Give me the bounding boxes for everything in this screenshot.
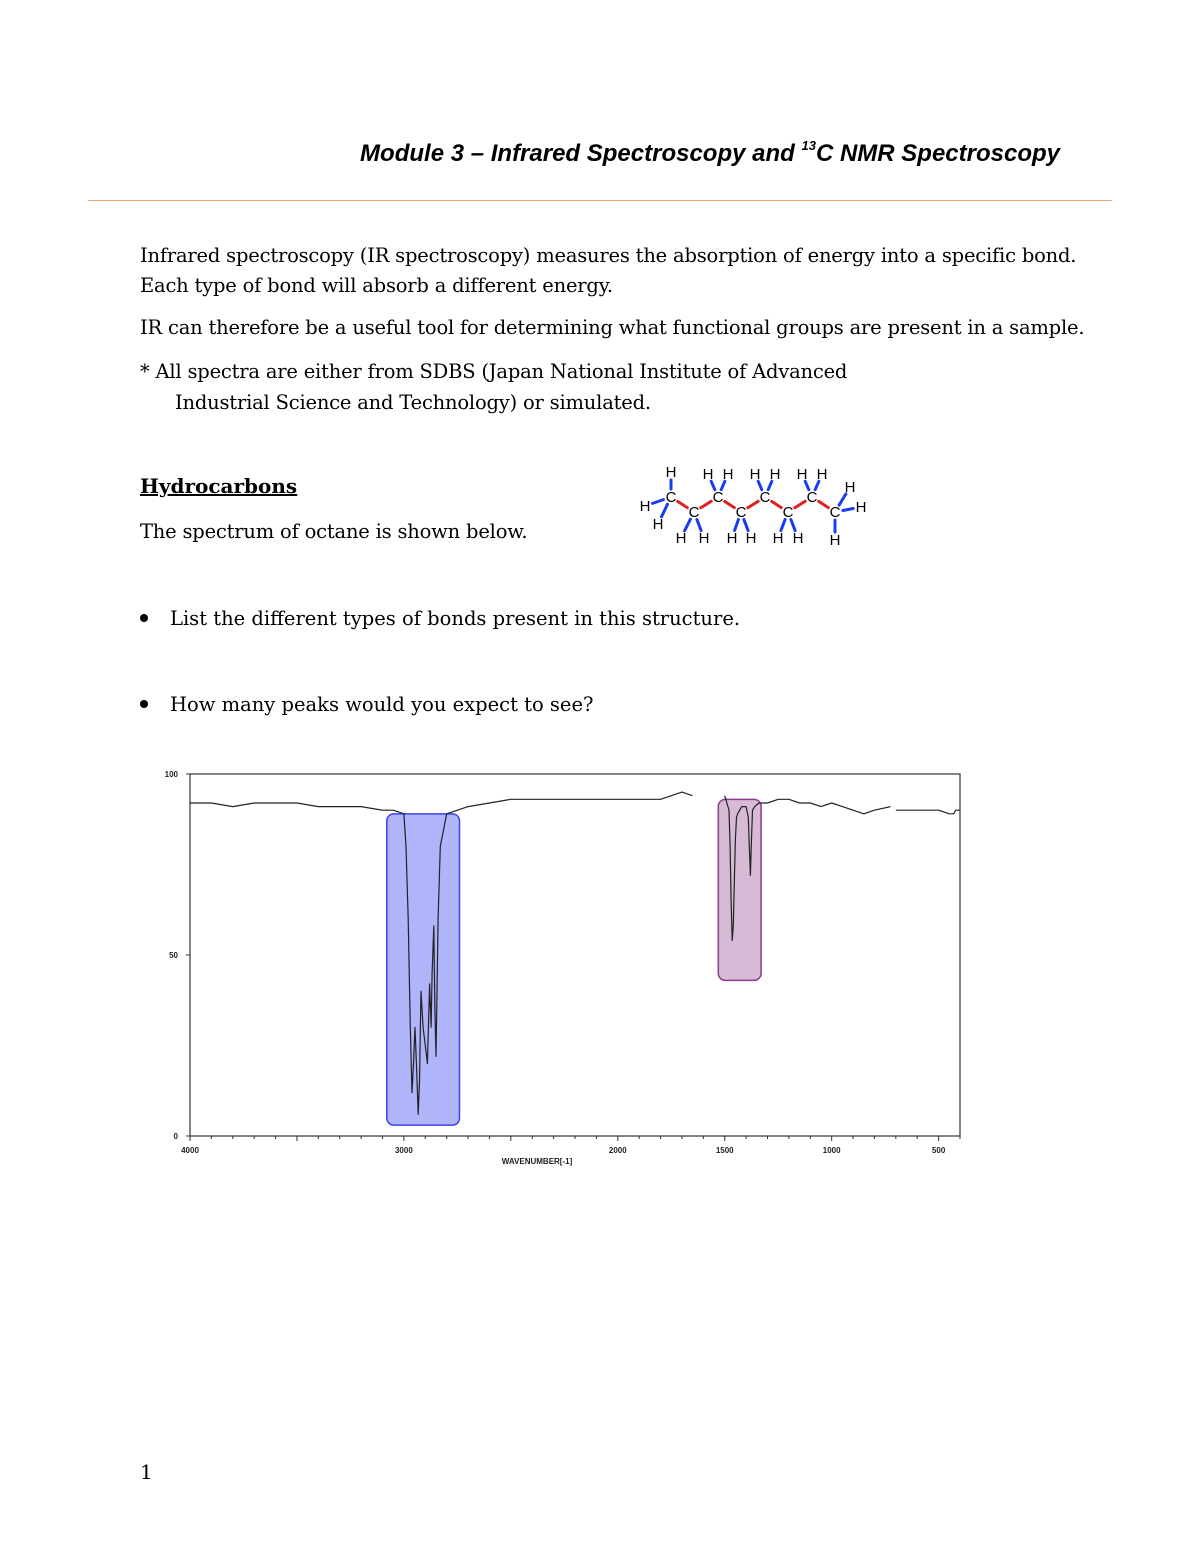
- y-tick-label: 100: [164, 770, 178, 779]
- cc-bond: [725, 501, 735, 507]
- carbon-atom-label: C: [712, 489, 724, 506]
- carbon-atom-label: C: [688, 504, 700, 521]
- ch-bond: [843, 509, 853, 511]
- hydrogen-atom-label: H: [698, 530, 710, 547]
- carbon-atom-label: C: [806, 489, 818, 506]
- intro-line-5: Industrial Science and Technology) or simulated.: [175, 391, 651, 414]
- cc-bond: [678, 501, 688, 507]
- cc-bond: [748, 501, 758, 508]
- intro-line-1: Infrared spectroscopy (IR spectroscopy) measures the absorption of energy into a specific bond.: [140, 244, 1077, 267]
- ch-bond: [781, 519, 785, 530]
- section-text: The spectrum of octane is shown below.: [140, 520, 528, 543]
- hydrogen-atom-label: H: [829, 532, 841, 549]
- cc-bond: [819, 501, 829, 507]
- bullet-dot: [140, 614, 148, 622]
- bullet-item-1: List the different types of bonds present in this structure.: [140, 607, 740, 630]
- hydrogen-atom-label: H: [665, 464, 677, 481]
- cc-bond: [772, 501, 782, 507]
- intro-line-2: Each type of bond will absorb a different energy.: [140, 274, 613, 297]
- bullet-item-2: How many peaks would you expect to see?: [140, 693, 593, 716]
- hydrogen-atom-label: H: [769, 466, 781, 483]
- hydrogen-atom-label: H: [652, 516, 664, 533]
- y-tick-label: 50: [169, 951, 178, 960]
- x-tick-label: 1000: [822, 1146, 841, 1155]
- ch-bond: [697, 519, 701, 530]
- page-number: 1: [140, 1460, 153, 1484]
- y-tick-label: 0: [173, 1132, 178, 1141]
- hydrogen-atom-label: H: [722, 466, 734, 483]
- section-heading: Hydrocarbons: [140, 474, 298, 498]
- x-tick-label: 2000: [608, 1146, 627, 1155]
- ch-bond: [735, 520, 739, 531]
- hydrogen-atom-label: H: [796, 466, 808, 483]
- spectrum-trace: [896, 810, 960, 814]
- ch-bond: [791, 519, 795, 530]
- ch-bond: [744, 519, 748, 530]
- x-axis-label: WAVENUMBER[-1]: [501, 1157, 573, 1166]
- x-tick-label: 4000: [181, 1146, 199, 1155]
- x-tick-label: 3000: [394, 1146, 413, 1155]
- bullet-dot: [140, 700, 148, 708]
- plot-frame: [190, 774, 960, 1136]
- hydrogen-atom-label: H: [702, 466, 714, 483]
- hydrogen-atom-label: H: [749, 466, 761, 483]
- hydrogen-atom-label: H: [792, 530, 804, 547]
- carbon-atom-label: C: [829, 504, 841, 521]
- carbon-atom-label: C: [759, 489, 771, 506]
- cc-bond: [795, 501, 805, 508]
- carbon-atom-label: C: [665, 489, 677, 506]
- hydrogen-atom-label: H: [745, 530, 757, 547]
- intro-line-3: IR can therefore be a useful tool for determining what functional groups are present in a sample.: [140, 316, 1085, 339]
- octane-structure: [628, 462, 878, 554]
- ir-spectrum-chart: [150, 762, 980, 1182]
- page-title: Module 3 – Infrared Spectroscopy and $^{13}$C NMR Spectroscopy: [360, 138, 1060, 167]
- hydrogen-atom-label: H: [772, 530, 784, 547]
- hydrogen-atom-label: H: [855, 499, 867, 516]
- hydrogen-atom-label: H: [639, 498, 651, 515]
- x-tick-label: 1500: [715, 1146, 734, 1155]
- peak-highlight-box: [387, 814, 460, 1125]
- ch-bond: [661, 504, 667, 517]
- carbon-atom-label: C: [782, 504, 794, 521]
- ch-bond: [653, 500, 664, 504]
- hydrogen-atom-label: H: [726, 530, 738, 547]
- intro-line-4: * All spectra are either from SDBS (Japan National Institute of Advanced: [140, 360, 848, 383]
- cc-bond: [701, 501, 711, 508]
- hydrogen-atom-label: H: [816, 466, 828, 483]
- hydrogen-atom-label: H: [844, 479, 856, 496]
- peak-highlight-box: [718, 799, 761, 980]
- hydrogen-atom-label: H: [675, 530, 687, 547]
- carbon-atom-label: C: [735, 504, 747, 521]
- header-rule: [88, 200, 1112, 201]
- x-tick-label: 500: [931, 1146, 946, 1155]
